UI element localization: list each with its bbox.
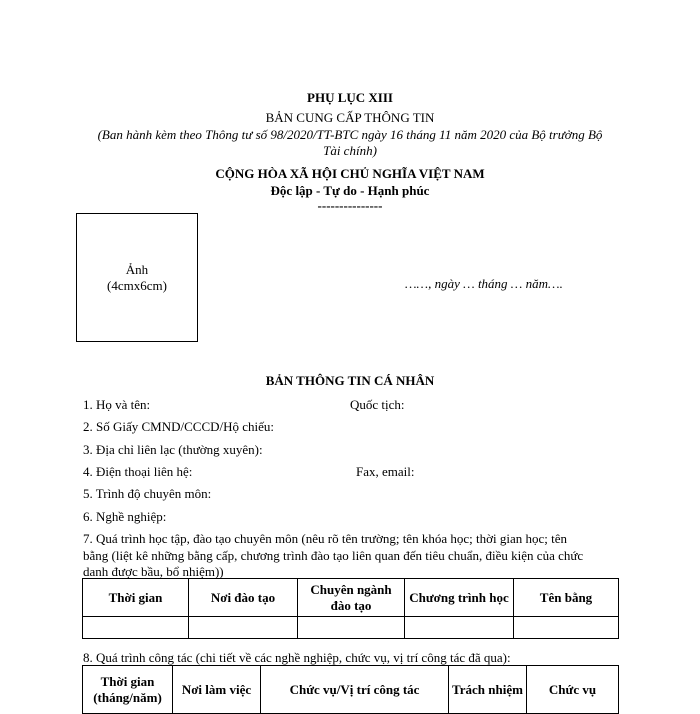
work-header-row [83,666,619,714]
field-full-name: 1. Họ và tên: [83,397,151,412]
photo-size: (4cmx6cm) [107,277,167,293]
education-table [82,578,619,639]
education-empty-cell[interactable] [298,617,405,639]
photo-placeholder [76,213,198,342]
form-title: BẢN CUNG CẤP THÔNG TIN [265,110,435,125]
education-header-cell: Chương trình học [405,579,514,617]
country-name: CỘNG HÒA XÃ HỘI CHỦ NGHĨA VIỆT NAM [215,166,485,181]
field-address: 3. Địa chỉ liên lạc (thường xuyên): [83,442,263,457]
field-education-line2: bằng (liệt kê những bằng cấp, chương trình đào tạo liên quan đến tiêu chuẩn, điều kiện của chức [83,548,584,563]
section-title: BẢN THÔNG TIN CÁ NHÂN [265,373,435,388]
appendix-title: PHỤ LỤC XIII [307,90,393,105]
place-date-line: ……, ngày … tháng … năm…. [405,276,563,291]
field-work-history: 8. Quá trình công tác (chi tiết về các nghề nghiệp, chức vụ, vị trí công tác đã qua): [83,650,511,665]
work-header-cell: Chức vụ [527,666,619,714]
education-header-cell: Chuyên ngành đào tạo [298,579,405,617]
education-header-cell: Tên bằng [514,579,619,617]
issuance-note-line1: (Ban hành kèm theo Thông tư số 98/2020/TT-BTC ngày 16 tháng 11 năm 2020 của Bộ trưởng Bộ [97,127,603,142]
education-header-cell: Nơi đào tạo [189,579,298,617]
field-occupation: 6. Nghề nghiệp: [83,509,167,524]
photo-label: Ảnh [125,261,149,277]
education-header-row [83,579,619,617]
work-history-table [82,665,619,714]
education-empty-cell[interactable] [83,617,189,639]
field-qualification: 5. Trình độ chuyên môn: [83,486,212,501]
field-id-number: 2. Số Giấy CMND/CCCD/Hộ chiếu: [83,419,275,434]
education-empty-cell[interactable] [405,617,514,639]
education-empty-cell[interactable] [514,617,619,639]
issuance-note-line2: Tài chính) [323,143,377,158]
education-empty-row [83,617,619,639]
national-motto: Độc lập - Tự do - Hạnh phúc [270,183,430,198]
field-education-line3: danh được bầu, bổ nhiệm)) [83,564,224,579]
field-education-line1: 7. Quá trình học tập, đào tạo chuyên môn (nêu rõ tên trường; tên khóa học; thời gian học; tên [83,531,567,546]
education-header-cell: Thời gian [83,579,189,617]
work-header-cell: Nơi làm việc [173,666,261,714]
field-fax-email: Fax, email: [356,464,415,479]
work-header-cell: Chức vụ/Vị trí công tác [261,666,449,714]
work-header-cell: Thời gian (tháng/năm) [83,666,173,714]
education-empty-cell[interactable] [189,617,298,639]
header-divider: --------------- [317,198,383,213]
field-phone: 4. Điện thoại liên hệ: [83,464,193,479]
work-header-cell: Trách nhiệm [449,666,527,714]
field-nationality: Quốc tịch: [350,397,405,412]
